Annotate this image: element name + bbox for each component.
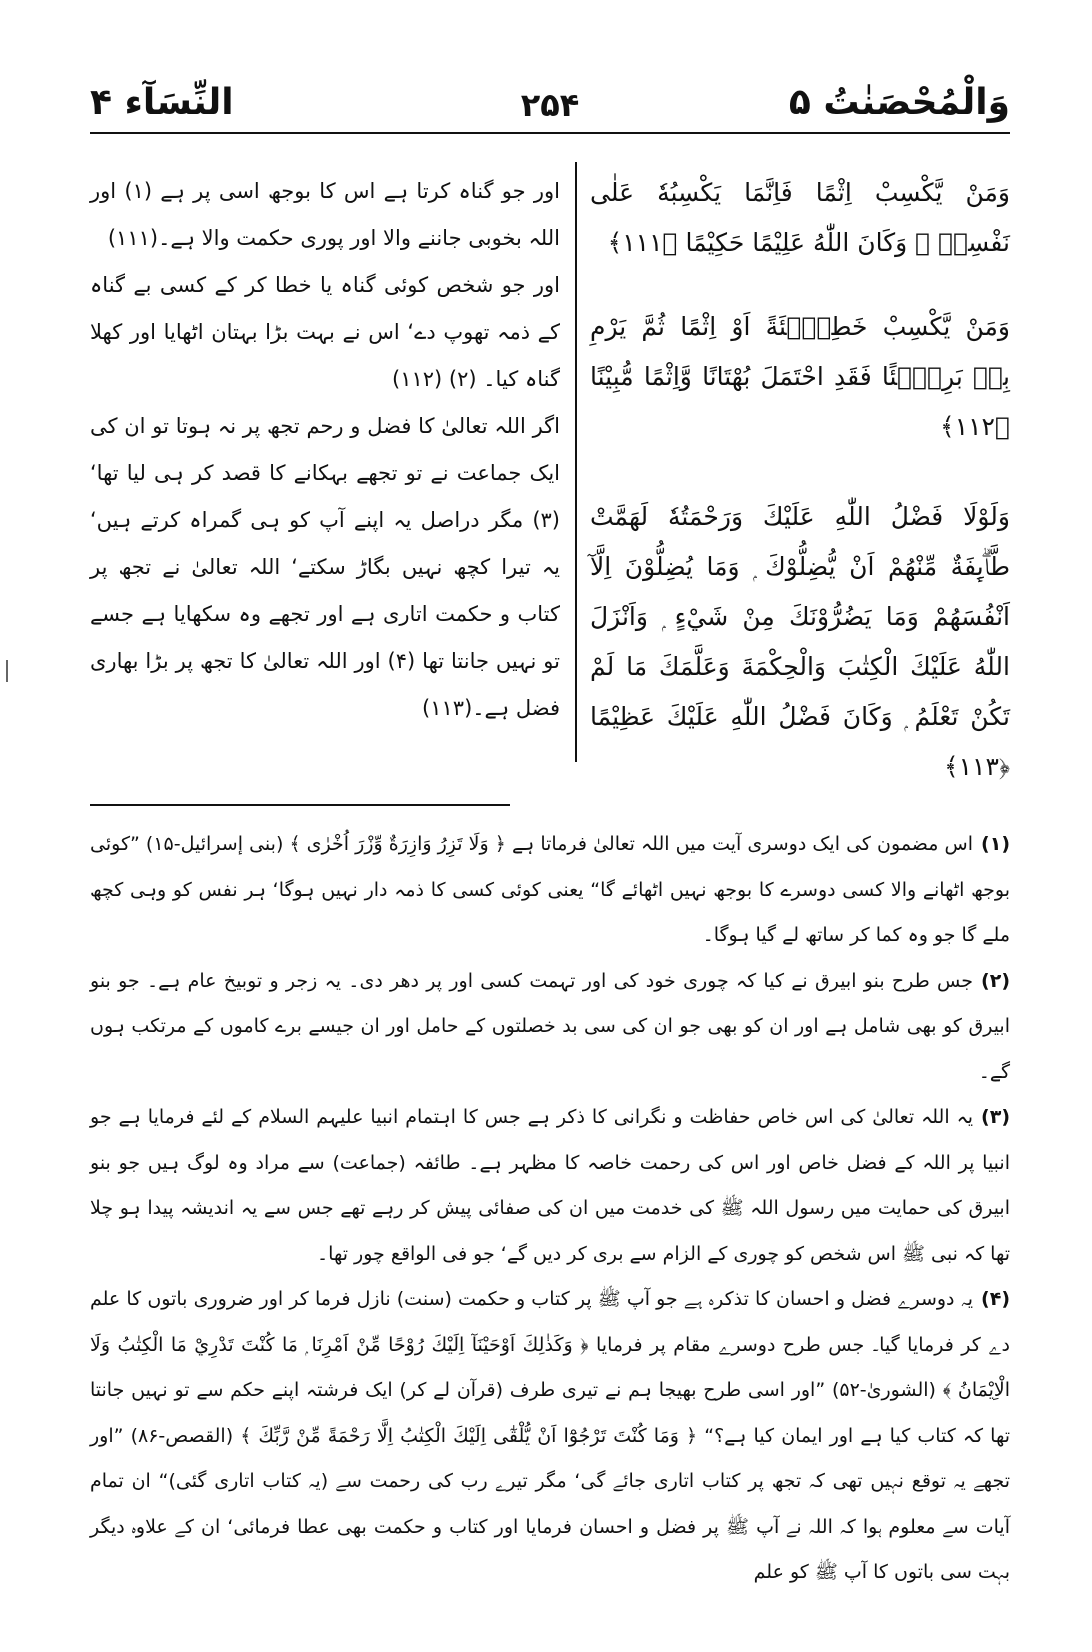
footnote-number: (۲) <box>981 969 1010 992</box>
page-number: ۲۵۴ <box>520 86 580 124</box>
verse-112: وَمَنْ يَّكْسِبْ خَطِيْۗئَةً اَوْ اِثْمًا ثُمَّ يَرْمِ بِهٖ بَرِيْۗئًا فَقَدِ احْتَمَلَ بُهْتَانًا وَّاِثْمًا مُّبِيْنًا ﴿۱۱۲﴾ <box>590 312 1010 441</box>
margin-mark <box>6 660 8 682</box>
translation-113: اگر اللہ تعالیٰ کا فضل و رحم تجھ پر نہ ہوتا تو ان کی ایک جماعت نے تو تجھے بہکانے کا قصد کر ہی لیا تھا‘ (۳) مگر دراصل یہ اپنے آپ کو ہی گمراہ کرتے ہیں‘ یہ تیرا کچھ نہیں بگاڑ سکتے‘ اللہ تعالیٰ نے تجھ پر کتاب و حکمت اتاری ہے اور تجھے وہ سکھایا ہے جسے تو نہیں جانتا تھا (۴) اور اللہ تعالیٰ کا تجھ پر بڑا بھاری فضل ہے۔(۱۱۳) <box>90 414 560 720</box>
urdu-translation-column <box>90 168 560 732</box>
footnote <box>90 822 1010 959</box>
translation-112: اور جو شخص کوئی گناہ یا خطا کر کے کسی بے گناہ کے ذمہ تھوپ دے‘ اس نے بہت بڑا بہتان اٹھایا اور کھلا گناہ کیا۔ (۲) (۱۱۲) <box>90 273 560 391</box>
surah-title: النِّسَآء ۴ <box>90 82 234 123</box>
footnote <box>90 1095 1010 1277</box>
footnote-number: (۴) <box>981 1288 1010 1310</box>
verse-113: وَلَوْلَا فَضْلُ اللّٰهِ عَلَيْكَ وَرَحْمَتُهٗ لَهَمَّتْ طَّاۗىِٕفَةٌ مِّنْھُمْ اَنْ يُّضِلُّوْكَ ۭ وَمَا يُضِلُّوْنَ اِلَّآ اَنْفُسَھُمْ وَمَا يَضُرُّوْنَكَ مِنْ شَيْءٍ ۭ وَاَنْزَلَ اللّٰهُ عَلَيْكَ الْكِتٰبَ وَالْحِكْمَةَ وَعَلَّمَكَ مَا لَمْ تَكُنْ تَعْلَمُ ۭ وَكَانَ فَضْلُ اللّٰهِ عَلَيْكَ عَظِيْمًا ﴿۱۱۳﴾ <box>590 502 1010 781</box>
footnote-text: جس طرح بنو ابیرق نے کیا کہ چوری خود کی اور تہمت کسی اور پر دھر دی۔ یہ زجر و توبیخ عام ہے۔ جو بنو ابیرق کو بھی شامل ہے اور ان کو بھی جو ان کی سی بد خصلتوں کے حامل اور ان جیسے برے کاموں کے مرتکب ہوں گے۔ <box>90 969 1010 1083</box>
page-header <box>90 80 1010 130</box>
translation-111: اور جو گناہ کرتا ہے اس کا بوجھ اسی پر ہے (۱) اور اللہ بخوبی جاننے والا اور پوری حکمت والا ہے۔(۱۱۱) <box>90 179 560 250</box>
footnote-number: (۱) <box>981 833 1011 855</box>
footnote-rule <box>90 804 510 806</box>
verse-111: وَمَنْ يَّكْسِبْ اِثْمًا فَاِنَّمَا يَكْسِبُهٗ عَلٰى نَفْسِهٖ ۭ وَكَانَ اللّٰهُ عَلِيْمًا حَكِيْمًا ﴿۱۱۱﴾ <box>590 178 1010 257</box>
footnote <box>90 1277 1010 1596</box>
footnotes <box>90 822 1010 1596</box>
column-divider <box>575 162 577 762</box>
juz-title: وَالْمُحْصَنٰتُ ۵ <box>788 82 1010 123</box>
footnote <box>90 959 1010 1096</box>
footnote-text: یہ اللہ تعالیٰ کی اس خاص حفاظت و نگرانی کا ذکر ہے جس کا اہتمام انبیا علیہم السلام کے لئے فرمایا ہے جو انبیا پر اللہ کے فضل خاص اور اس کی رحمت خاصہ کا مظہر ہے۔ طائفہ (جماعت) سے مراد وہ لوگ ہیں جو بنو ابیرق کی حمایت میں رسول اللہ ﷺ کی خدمت میں ان کی صفائی پیش کر رہے تھے جس سے یہ اندیشہ پیدا ہو چلا تھا کہ نبی ﷺ اس شخص کو چوری کے الزام سے بری کر دیں گے‘ جو فی الواقع چور تھا۔ <box>90 1106 1010 1265</box>
footnote-text: اس مضمون کی ایک دوسری آیت میں اللہ تعالیٰ فرماتا ہے ﴿ وَلَا تَزِرُ وَازِرَةٌ وِّزْرَ اُخْرٰى ﴾ (بنی إسرائیل-۱۵) ”کوئی بوجھ اٹھانے والا کسی دوسرے کا بوجھ نہیں اٹھائے گا“ یعنی کوئی کسی کا ذمہ دار نہیں ہوگا‘ ہر نفس کو وہی کچھ ملے گا جو وہ کما کر ساتھ لے گیا ہوگا۔ <box>90 833 1010 946</box>
header-rule <box>90 132 1010 134</box>
footnote-text: یہ دوسرے فضل و احسان کا تذکرہ ہے جو آپ ﷺ پر کتاب و حکمت (سنت) نازل فرما کر اور ضروری باتوں کا علم دے کر فرمایا گیا۔ جس طرح دوسرے مقام پر فرمایا ﴿ وَكَذٰلِكَ اَوْحَيْنَآ اِلَيْكَ رُوْحًا مِّنْ اَمْرِنَا ۭ مَا كُنْتَ تَدْرِيْ مَا الْكِتٰبُ وَلَا الْاِيْمَانُ ﴾ (الشوریٰ-۵۲) ”اور اسی طرح بھیجا ہم نے تیری طرف (قرآن لے کر) ایک فرشتہ اپنے حکم سے تو نہیں جانتا تھا کہ کتاب کیا ہے اور ایمان کیا ہے؟“ ﴿ وَمَا كُنْتَ تَرْجُوْٓا اَنْ يُّلْقٰٓى اِلَيْكَ الْكِتٰبُ اِلَّا رَحْمَةً مِّنْ رَّبِّكَ ﴾ (القصص-۸۶) ”اور تجھے یہ توقع نہیں تھی کہ تجھ پر کتاب اتاری جائے گی‘ مگر تیرے رب کی رحمت سے (یہ کتاب اتاری گئی)“ ان تمام آیات سے معلوم ہوا کہ اللہ نے آپ ﷺ پر فضل و احسان فرمایا اور کتاب و حکمت بھی عطا فرمائی‘ ان کے علاوہ دیگر بہت سی باتوں کا آپ ﷺ کو علم <box>90 1288 1010 1583</box>
arabic-verses-column <box>590 168 1010 826</box>
footnote-number: (۳) <box>981 1106 1010 1128</box>
